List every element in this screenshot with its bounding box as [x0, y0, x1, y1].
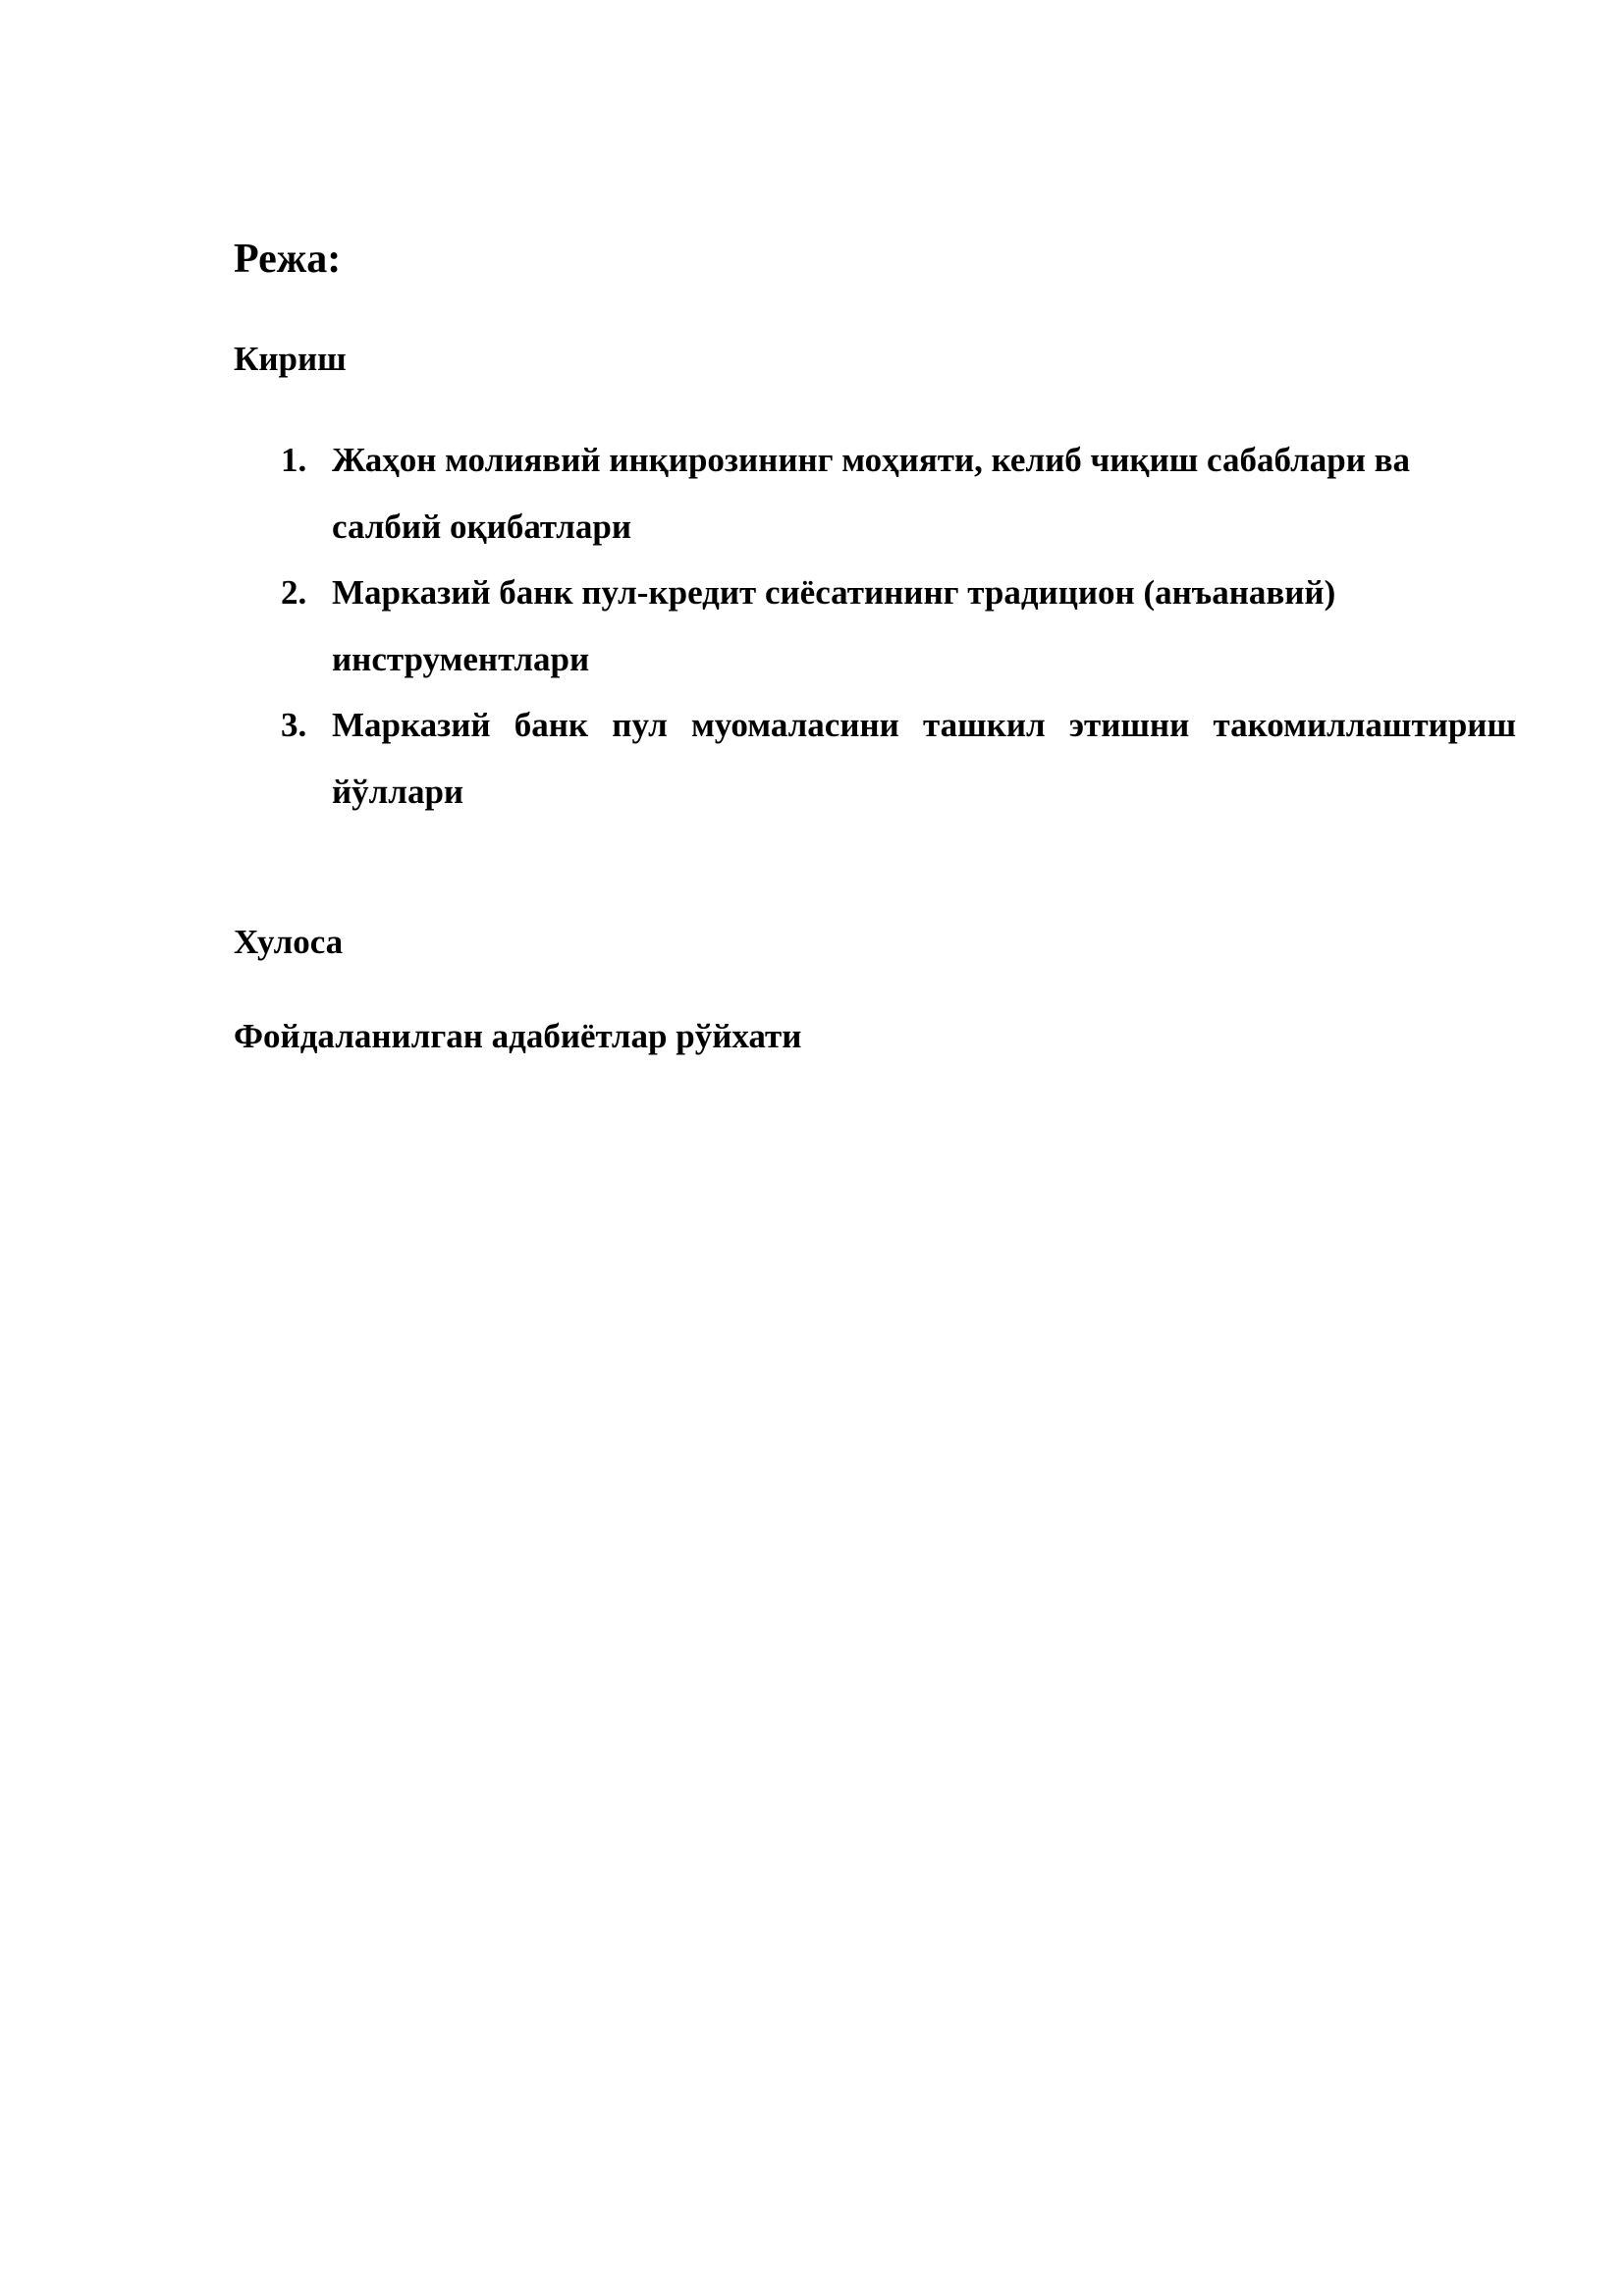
plan-item-number: 3. — [281, 706, 307, 744]
conclusion-heading: Хулоса — [234, 923, 344, 961]
plan-title: Режа: — [234, 237, 342, 282]
plan-item-number: 2. — [281, 573, 307, 612]
plan-item-text: Марказий банк пул-кредит сиёсатининг традицион (анъанавий) инструментлари — [332, 573, 1336, 678]
references-heading: Фойдаланилган адабиётлар рўйхати — [234, 1017, 802, 1055]
plan-item-text: Марказий банк пул муомаласини ташкил этишни такомиллаштириш йўллари — [332, 706, 1516, 811]
plan-item — [234, 427, 1516, 560]
intro-heading: Кириш — [234, 340, 347, 378]
plan-item-text: Жаҳон молиявий инқирозининг моҳияти, келиб чиқиш сабаблари ва салбий оқибатлари — [332, 441, 1411, 546]
plan-item-number: 1. — [281, 441, 307, 479]
plan-item — [234, 692, 1516, 825]
plan-item — [234, 560, 1516, 692]
plan-list — [234, 427, 1516, 825]
